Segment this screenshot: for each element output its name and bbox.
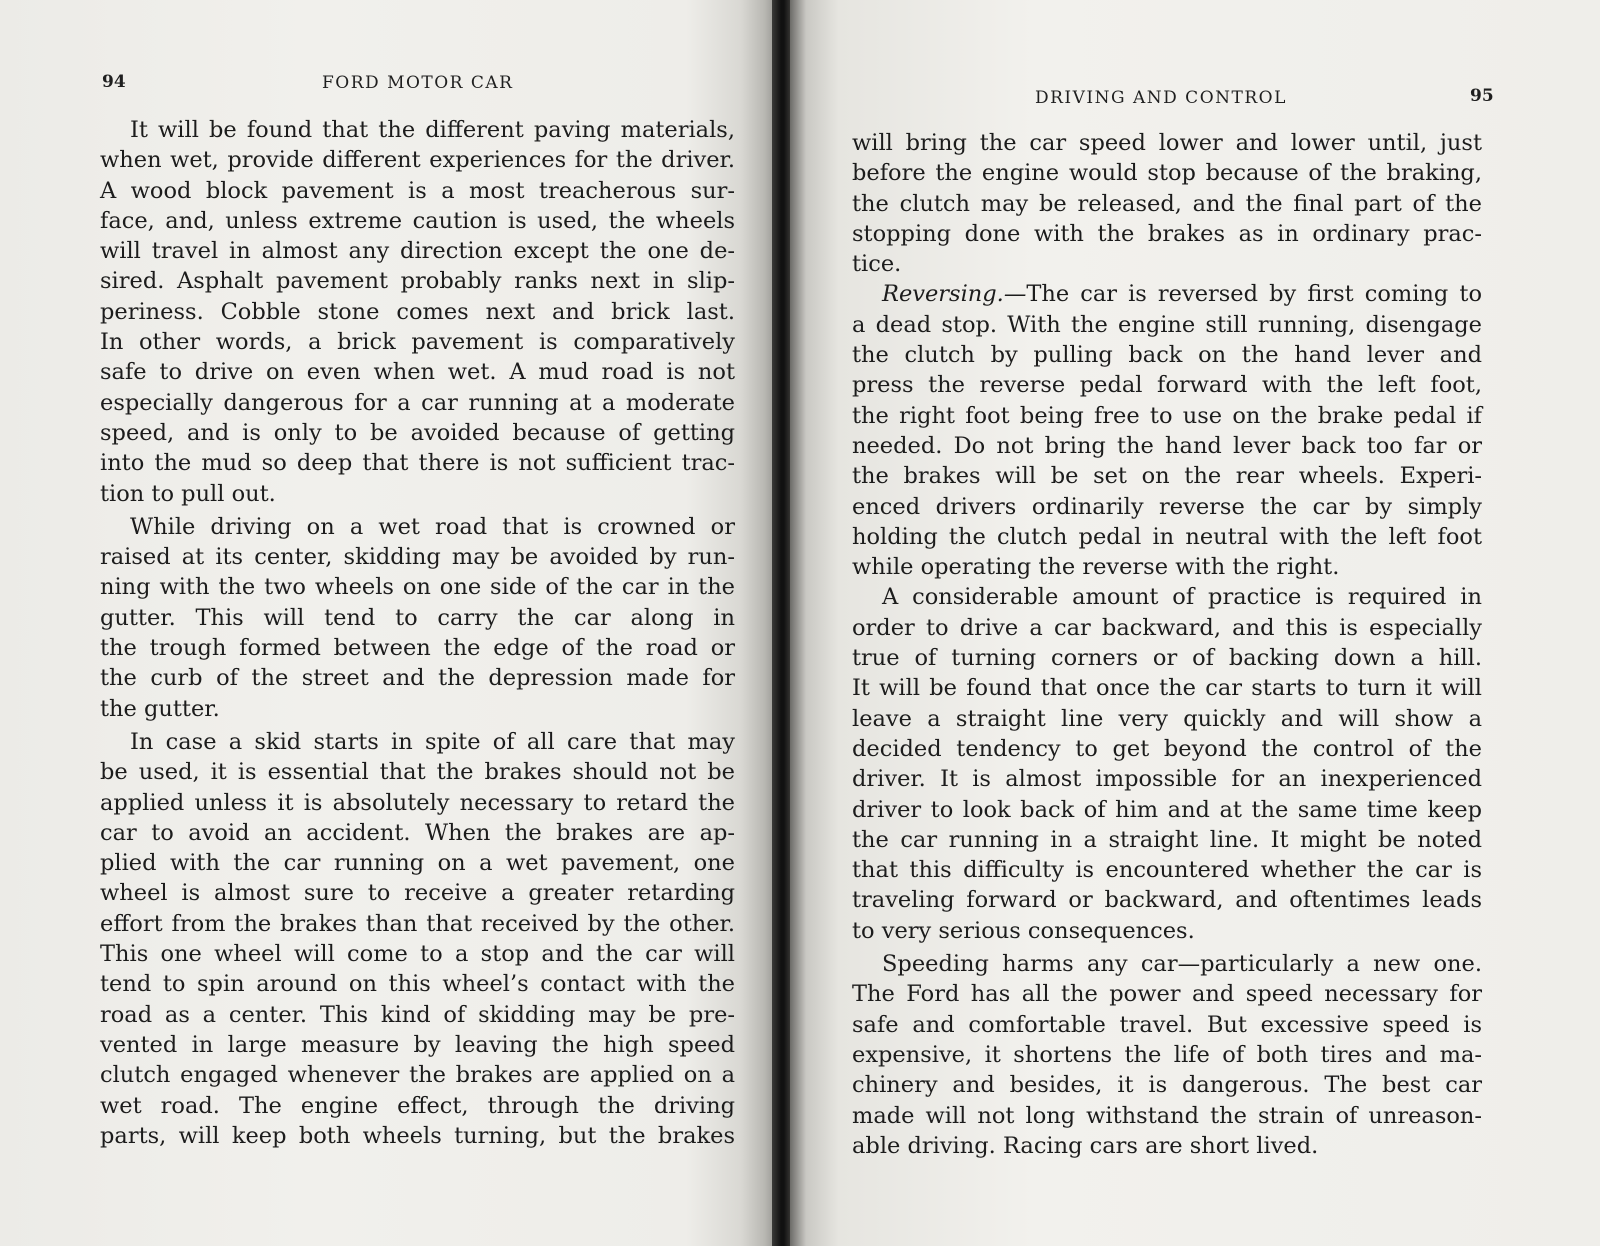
text-line xyxy=(100,542,735,572)
text-line-content: press the reverse pedal forward with the left foot, xyxy=(852,372,1482,399)
text-line-content: plied with the car running on a wet pavement, one xyxy=(100,850,735,877)
text-line-content: a dead stop. With the engine still running, disengage xyxy=(852,311,1482,338)
text-line-content: traveling forward or backward, and oftentimes leads xyxy=(852,887,1482,914)
text-line xyxy=(852,552,1482,582)
text-line xyxy=(100,694,735,724)
text-line xyxy=(100,479,735,509)
section-lead-in: Reversing.— xyxy=(882,281,1027,308)
text-line-content: A wood block pavement is a most treacherous sur- xyxy=(100,177,735,204)
text-line xyxy=(100,757,735,787)
text-line xyxy=(852,340,1482,370)
text-line-content: decided tendency to get beyond the control of the xyxy=(852,735,1482,762)
text-line xyxy=(100,388,735,418)
text-line-content: expensive, it shortens the life of both tires and ma- xyxy=(852,1041,1482,1068)
text-line xyxy=(100,512,735,542)
text-line xyxy=(100,327,735,357)
text-line-content: In other words, a brick pavement is comparatively xyxy=(100,329,735,356)
text-line xyxy=(100,939,735,969)
text-line xyxy=(852,825,1482,855)
text-line-content: It will be found that once the car starts to turn it will xyxy=(852,675,1482,702)
text-line-content: able driving. Racing cars are short lived. xyxy=(852,1132,1319,1159)
text-line xyxy=(100,788,735,818)
text-line-content: Speeding harms any car—particularly a new one. xyxy=(882,951,1482,978)
text-line-content: driver to look back of him and at the same time keep xyxy=(852,796,1482,823)
text-line-content: stopping done with the brakes as in ordinary prac- xyxy=(852,220,1482,247)
left-page-body xyxy=(100,115,735,1151)
text-line xyxy=(852,189,1482,219)
text-line-content: It will be found that the different paving materials, xyxy=(130,117,735,143)
text-line xyxy=(100,236,735,266)
text-line xyxy=(100,297,735,327)
text-line-content: effort from the brakes than that received by the other. xyxy=(100,910,735,937)
text-line xyxy=(100,266,735,296)
right-page-body xyxy=(852,128,1482,1161)
text-line xyxy=(100,969,735,999)
right-page xyxy=(790,0,1600,1246)
text-line-content: while operating the reverse with the right. xyxy=(852,554,1340,581)
book-gutter xyxy=(772,0,792,1246)
text-line xyxy=(100,418,735,448)
text-line-content: order to drive a car backward, and this is especially xyxy=(852,614,1482,641)
text-line-content: that this difficulty is encountered whether the car is xyxy=(852,857,1482,884)
text-line xyxy=(852,704,1482,734)
text-line-content: true of turning corners or of backing down a hill. xyxy=(852,645,1482,672)
text-line-content: the trough formed between the edge of the road or xyxy=(100,635,735,662)
text-line xyxy=(852,492,1482,522)
text-line-content: the gutter. xyxy=(100,695,220,722)
text-line-content: gutter. This will tend to carry the car along in xyxy=(100,604,735,631)
text-line-content: will bring the car speed lower and lower until, just xyxy=(852,130,1482,156)
text-line xyxy=(100,909,735,939)
text-line xyxy=(852,979,1482,1009)
text-line xyxy=(100,1091,735,1121)
text-line xyxy=(852,795,1482,825)
text-line-content: to very serious consequences. xyxy=(852,917,1195,944)
text-line xyxy=(852,279,1482,309)
text-line xyxy=(852,401,1482,431)
text-line xyxy=(852,1070,1482,1100)
text-line xyxy=(100,1121,735,1151)
text-line-content: speed, and is only to be avoided because of getting xyxy=(100,419,735,446)
text-line-content: especially dangerous for a car running at a moderate xyxy=(100,389,735,416)
text-line xyxy=(852,673,1482,703)
text-line xyxy=(852,916,1482,946)
text-line xyxy=(100,145,735,175)
text-line-content: the right foot being free to use on the brake pedal if xyxy=(852,402,1482,429)
text-line-content: made will not long withstand the strain of unreason- xyxy=(852,1102,1482,1129)
running-head-left: FORD MOTOR CAR xyxy=(322,73,514,93)
text-line-content: when wet, provide different experiences for the driver. xyxy=(100,147,735,174)
text-line xyxy=(100,663,735,693)
text-line xyxy=(852,949,1482,979)
text-line-content: safe to drive on even when wet. A mud road is not xyxy=(100,359,735,386)
text-line xyxy=(852,431,1482,461)
text-line xyxy=(100,176,735,206)
text-line-content: the clutch may be released, and the final part of the xyxy=(852,190,1482,217)
text-line-content: the curb of the street and the depression made for xyxy=(100,665,735,692)
text-line xyxy=(852,855,1482,885)
text-line-content: sired. Asphalt pavement probably ranks next in slip- xyxy=(100,268,735,295)
text-line xyxy=(852,219,1482,249)
text-line xyxy=(100,633,735,663)
text-line xyxy=(852,522,1482,552)
text-line-content: tion to pull out. xyxy=(100,480,276,507)
text-line xyxy=(100,603,735,633)
text-line-content: In case a skid starts in spite of all care that may xyxy=(130,728,735,755)
text-line xyxy=(100,115,735,145)
text-line-content: tend to spin around on this wheel’s contact with the xyxy=(100,971,735,998)
text-line xyxy=(852,1101,1482,1131)
text-line xyxy=(100,878,735,908)
text-line xyxy=(852,643,1482,673)
text-line xyxy=(852,764,1482,794)
text-line-content: ning with the two wheels on one side of the car in the xyxy=(100,574,735,601)
text-line-content: periness. Cobble stone comes next and brick last. xyxy=(100,298,735,325)
text-line xyxy=(100,818,735,848)
text-line xyxy=(852,1010,1482,1040)
text-line-content: driver. It is almost impossible for an inexperienced xyxy=(852,766,1482,793)
text-line-content: vented in large measure by leaving the high speed xyxy=(100,1031,735,1058)
text-line-content: parts, will keep both wheels turning, but the brakes xyxy=(100,1122,735,1149)
text-line-content: clutch engaged whenever the brakes are applied on a xyxy=(100,1062,735,1089)
text-line xyxy=(100,206,735,236)
text-line-content: the brakes will be set on the rear wheels. Experi- xyxy=(852,463,1482,490)
text-line-content: wheel is almost sure to receive a greater retarding xyxy=(100,880,735,907)
text-line xyxy=(852,128,1482,158)
text-line-content: the car running in a straight line. It might be noted xyxy=(852,826,1482,853)
left-page xyxy=(0,0,780,1246)
text-line-content: face, and, unless extreme caution is used, the wheels xyxy=(100,207,735,234)
text-line xyxy=(852,1131,1482,1161)
text-line-content: The car is reversed by first coming to xyxy=(1026,281,1482,308)
text-line xyxy=(100,1000,735,1030)
text-line xyxy=(852,249,1482,279)
text-line-content: the clutch by pulling back on the hand lever and xyxy=(852,342,1482,369)
text-line xyxy=(100,1060,735,1090)
text-line xyxy=(852,1040,1482,1070)
text-line-content: wet road. The engine effect, through the driving xyxy=(100,1092,735,1119)
text-line-content: chinery and besides, it is dangerous. The best car xyxy=(852,1072,1482,1099)
running-head-right: DRIVING AND CONTROL xyxy=(1035,88,1287,108)
page-number-left: 94 xyxy=(102,72,126,92)
text-line xyxy=(852,158,1482,188)
text-line xyxy=(852,310,1482,340)
text-line-content: car to avoid an accident. When the brakes are ap- xyxy=(100,819,735,846)
text-line-content: before the engine would stop because of the braking, xyxy=(852,160,1482,187)
text-line-content: needed. Do not bring the hand lever back too far or xyxy=(852,432,1482,459)
text-line xyxy=(100,1030,735,1060)
text-line xyxy=(852,885,1482,915)
text-line xyxy=(852,461,1482,491)
text-line-content: tice. xyxy=(852,251,902,278)
text-line-content: into the mud so deep that there is not sufficient trac- xyxy=(100,450,735,477)
text-line-content: The Ford has all the power and speed necessary for xyxy=(852,981,1482,1008)
text-line-content: While driving on a wet road that is crowned or xyxy=(130,513,735,540)
text-line-content: applied unless it is absolutely necessary to retard the xyxy=(100,789,735,816)
text-line xyxy=(100,848,735,878)
text-line-content: road as a center. This kind of skidding may be pre- xyxy=(100,1001,735,1028)
page-number-right: 95 xyxy=(1470,86,1494,106)
text-line xyxy=(100,727,735,757)
text-line-content: holding the clutch pedal in neutral with the left foot xyxy=(852,523,1482,550)
text-line-content: leave a straight line very quickly and will show a xyxy=(852,705,1482,732)
text-line xyxy=(100,357,735,387)
text-line-content: This one wheel will come to a stop and the car will xyxy=(100,941,735,968)
text-line xyxy=(852,582,1482,612)
text-line xyxy=(852,613,1482,643)
text-line-content: enced drivers ordinarily reverse the car by simply xyxy=(852,493,1482,520)
text-line-content: be used, it is essential that the brakes should not be xyxy=(100,759,735,786)
text-line-content: raised at its center, skidding may be avoided by run- xyxy=(100,544,735,571)
text-line-content: safe and comfortable travel. But excessive speed is xyxy=(852,1011,1482,1038)
text-line xyxy=(852,370,1482,400)
text-line-content: will travel in almost any direction except the one de- xyxy=(100,238,735,265)
text-line xyxy=(100,572,735,602)
text-line-content: A considerable amount of practice is required in xyxy=(882,584,1482,611)
text-line xyxy=(852,734,1482,764)
text-line xyxy=(100,448,735,478)
